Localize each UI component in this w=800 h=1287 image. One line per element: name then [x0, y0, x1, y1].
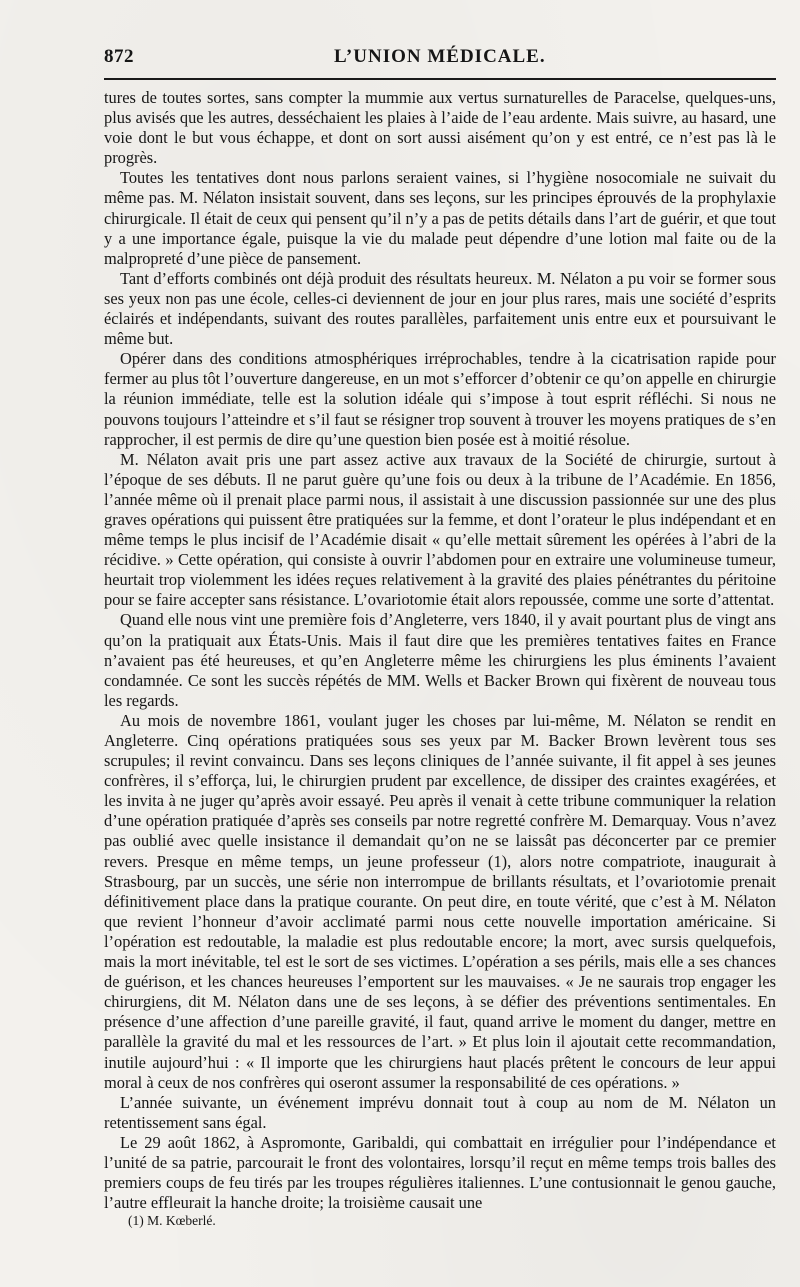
footnote-divider — [104, 1208, 184, 1209]
paragraph: tures de toutes sortes, sans compter la mummie aux vertus surnaturelles de Paracelse, quelques-uns, plus avisés que les autres, desséchaient les plaies à l’aide de l’eau ardente. Mais suivre, au hasard, une voie dont le but vous échappe, et dont on sort aussi aisément qu’on y est entré, ce n’est pas là le progrès. — [104, 88, 776, 168]
header-rule — [104, 78, 776, 80]
paragraph: Au mois de novembre 1861, voulant juger les choses par lui-même, M. Nélaton se rendit en Angleterre. Cinq opérations pratiquées sous ses yeux par M. Backer Brown levèrent tous ses scrupules; il revint convaincu. Dans ses leçons cliniques de l’année suivante, il fit appel à ses jeunes confrères, il s’efforça, lui, le chirurgien prudent par excellence, de dissiper des craintes exagérées, et les invita à ne juger qu’après avoir essayé. Peu après il venait à cette tribune communiquer la relation d’une opération pratiquée d’après ses conseils par notre regretté confrère M. Demarquay. Vous n’avez pas oublié avec quelle insistance il demandait qu’on ne se laissât pas déconcerter par ce premier revers. Presque en même temps, un jeune professeur (1), alors notre compatriote, inaugurait à Strasbourg, par un succès, une série non interrompue de brillants résultats, et l’ovariotomie prenait définitivement place dans la pratique courante. On peut dire, en toute vérité, que c’est à M. Nélaton que revient l’honneur d’avoir acclimaté parmi nous cette nouvelle importation américaine. Si l’opération est redoutable, la maladie est plus redoutable encore; la mort, avec sursis quelquefois, mais la mort inévitable, tel est le sort de ses victimes. L’opération a ses périls, mais elle a ses chances de guérison, et les chances heureuses l’emportent sur les mauvaises. « Je ne saurais trop engager les chirurgiens, dit M. Nélaton dans une de ses leçons, à se défier des préventions sentimentales. En présence d’une affection d’une pareille gravité, il faut, quand arrive le moment du danger, mettre en parallèle la gravité du mal et les ressources de l’art. » Et plus loin il ajoutait cette recommandation, inutile aujourd’hui : « Il importe que les chirurgiens haut placés prêtent le concours de leur appui moral à ceux de nos confrères qui oseront assumer la responsabilité de ces opérations. » — [104, 710, 776, 1092]
paragraph: Toutes les tentatives dont nous parlons seraient vaines, si l’hygiène nosocomiale ne suivait du même pas. M. Nélaton insistait souvent, dans ses leçons, sur les principes éprouvés de la prophylaxie chirurgicale. Il était de ceux qui pensent qu’il n’y a pas de petits détails dans l’art de guérir, et que tout y a une importance égale, puisque la vie du malade peut dépendre d’une lotion mal faite ou de la malpropreté d’une pièce de pansement. — [104, 168, 776, 268]
paragraph: Quand elle nous vint une première fois d’Angleterre, vers 1840, il y avait pourtant plus de vingt ans qu’on la pratiquait aux États-Unis. Mais il faut dire que les premières tentatives faites en France n’avaient pas été heureuses, et qu’en Angleterre même les chirurgiens les plus éminents l’avaient condamnée. Ce sont les succès répétés de MM. Wells et Backer Brown qui fixèrent de nouveau tous les regards. — [104, 610, 776, 710]
body-text — [104, 88, 776, 1213]
paragraph: Le 29 août 1862, à Aspromonte, Garibaldi, qui combattait en irrégulier pour l’indépendance et l’unité de sa patrie, parcourait le front des volontaires, lorsqu’il reçut en même temps trois balles des premiers coups de feu tirés par les troupes régulières italiennes. L’une contusionnait le genou gauche, l’autre effleurait la hanche droite; la troisième causait une — [104, 1132, 776, 1213]
paragraph: Tant d’efforts combinés ont déjà produit des résultats heureux. M. Nélaton a pu voir se former sous ses yeux non pas une école, celles-ci deviennent de jour en jour plus rares, mais une société d’esprits éclairés et indépendants, suivant des routes parallèles, parfaitement unis entre eux et poursuivant le même but. — [104, 268, 776, 349]
paragraph: L’année suivante, un événement imprévu donnait tout à coup au nom de M. Nélaton un retentissement sans égal. — [104, 1092, 776, 1132]
footnote: (1) M. Kœberlé. — [128, 1213, 216, 1228]
page-header — [104, 40, 776, 74]
page-number: 872 — [104, 46, 134, 67]
paragraph: Opérer dans des conditions atmosphériques irréprochables, tendre à la cicatrisation rapide pour fermer au plus tôt l’ouverture dangereuse, en un mot s’efforcer d’obtenir ce qu’on appelle en chirurgie la réunion immédiate, telle est la solution idéale qui s’impose à tout esprit réfléchi. Si nous ne pouvons toujours l’atteindre et s’il faut se résigner trop souvent à trouver les moyens pratiques de s’en rapprocher, il est permis de dire qu’une question bien posée est à moitié résolue. — [104, 349, 776, 449]
running-title: L’UNION MÉDICALE. — [334, 46, 546, 67]
paragraph: M. Nélaton avait pris une part assez active aux travaux de la Société de chirurgie, surtout à l’époque de ses débuts. Il ne parut guère qu’une fois ou deux à la tribune de l’Académie. En 1856, l’année même où il prenait place parmi nous, il assistait à une discussion passionnée sur une des plus graves opérations qui puissent être pratiquées sur la femme, et dont l’orateur le plus indépendant et en même temps le plus incisif de l’Académie disait « qu’elle mettait sûrement les opérées à l’abri de la récidive. » Cette opération, qui consiste à ouvrir l’abdomen pour en extraire une volumineuse tumeur, heurtait trop violemment les idées reçues relativement à la gravité des plaies pénétrantes du péritoine pour se faire accepter sans résistance. L’ovariotomie était alors repoussée, comme une sorte d’attentat. — [104, 449, 776, 610]
